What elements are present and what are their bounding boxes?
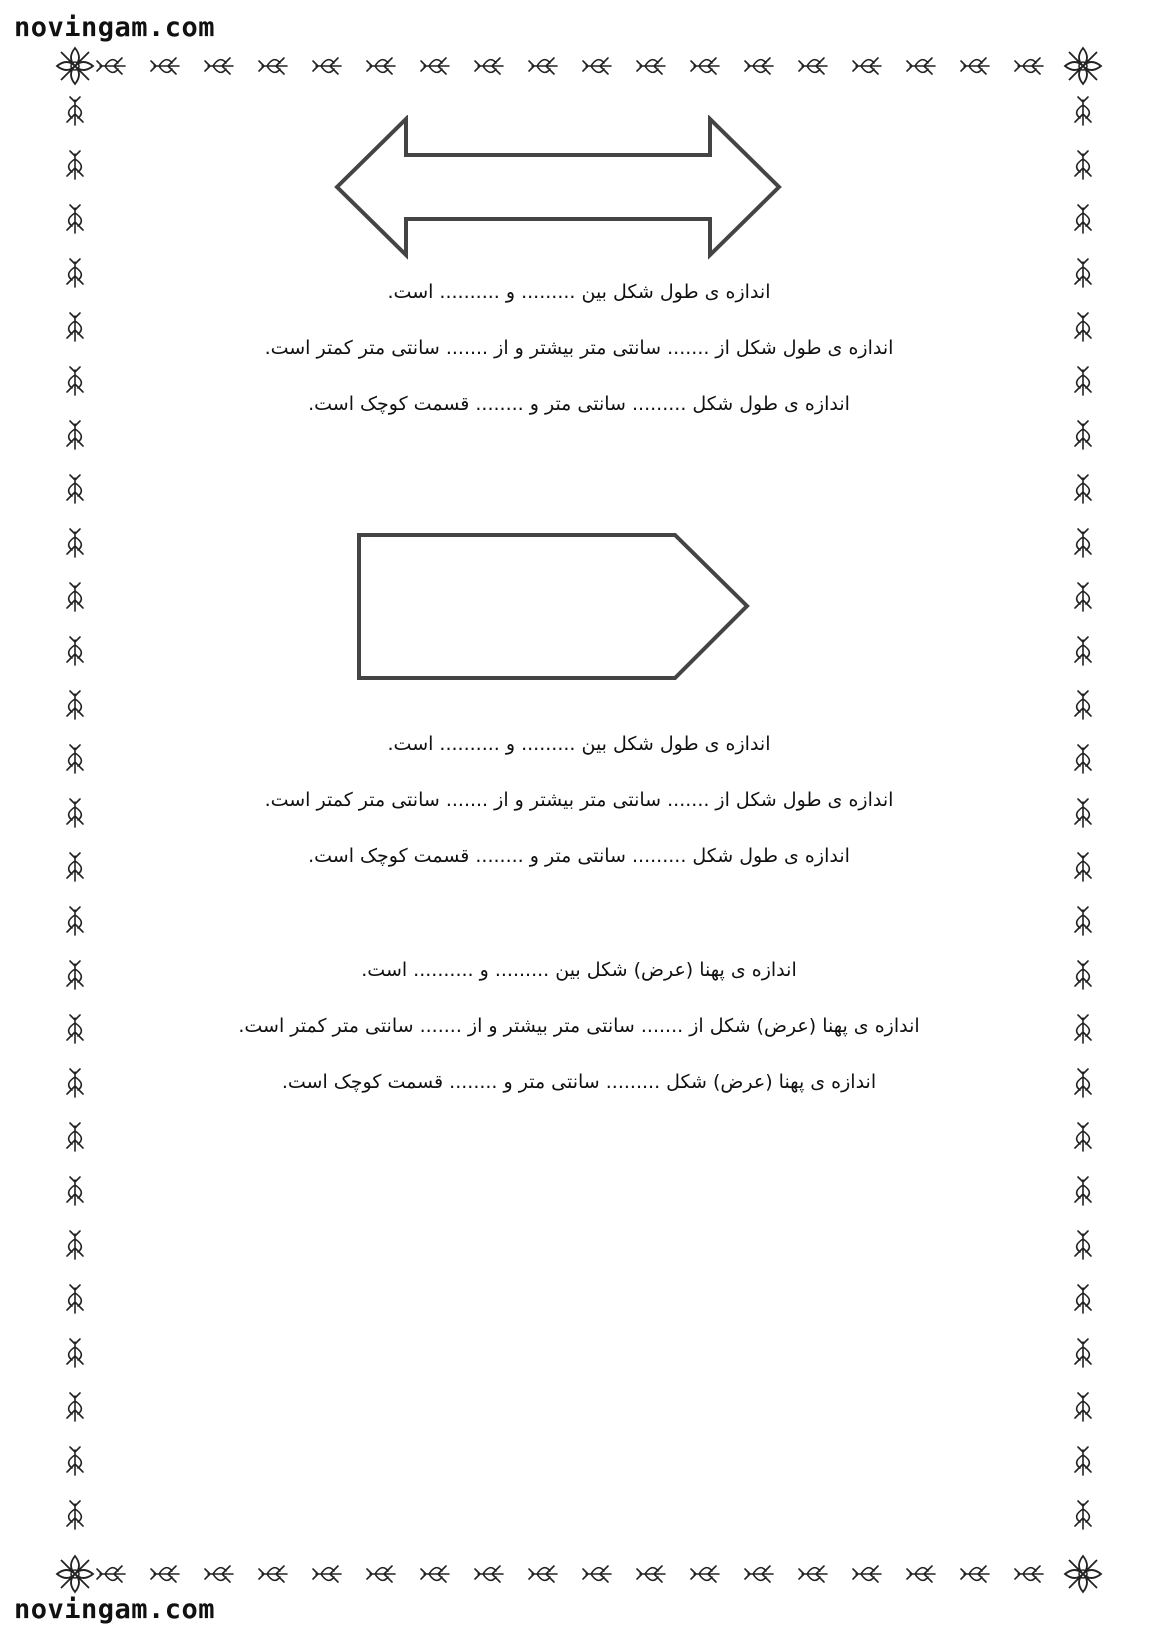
border-leaf-icon <box>67 97 83 125</box>
border-leaf-icon <box>1075 1015 1091 1043</box>
border-leaf-icon <box>367 58 395 74</box>
border-leaf-icon <box>67 637 83 665</box>
border-leaf-icon <box>67 745 83 773</box>
border-leaf-icon <box>67 421 83 449</box>
watermark-top: novingam.com <box>14 12 216 43</box>
border-leaf-icon <box>205 58 233 74</box>
border-leaf-icon <box>1075 637 1091 665</box>
border-leaf-icon <box>1075 1393 1091 1421</box>
border-leaf-icon <box>205 1566 233 1582</box>
border-leaf-icon <box>259 1566 287 1582</box>
section2-line3: اندازه ی طول شکل ......... سانتی متر و ........ قسمت کوچک است. <box>308 845 850 867</box>
border-leaf-icon <box>1075 1177 1091 1205</box>
border-leaf-icon <box>691 1566 719 1582</box>
border-leaf-icon <box>67 205 83 233</box>
border-leaf-icon <box>259 58 287 74</box>
border-leaf-icon <box>1075 1339 1091 1367</box>
border-leaf-icon <box>907 1566 935 1582</box>
border-leaf-icon <box>67 799 83 827</box>
border-leaf-icon <box>1075 1285 1091 1313</box>
border-leaf-icon <box>67 151 83 179</box>
border-leaf-icon <box>1075 151 1091 179</box>
border-leaf-icon <box>745 58 773 74</box>
border-leaf-icon <box>67 961 83 989</box>
section1-line3: اندازه ی طول شکل ......... سانتی متر و ........ قسمت کوچک است. <box>308 393 850 415</box>
border-leaf-icon <box>67 313 83 341</box>
section3-line3: اندازه ی پهنا (عرض) شکل ......... سانتی متر و ........ قسمت کوچک است. <box>281 1071 877 1093</box>
border-leaf-icon <box>529 1566 557 1582</box>
border-leaf-icon <box>97 58 125 74</box>
border-leaf-icon <box>691 58 719 74</box>
border-leaf-icon <box>421 1566 449 1582</box>
border-leaf-icon <box>67 1069 83 1097</box>
border-leaf-icon <box>1075 313 1091 341</box>
watermark-bottom: novingam.com <box>14 1594 216 1625</box>
section1-line1: اندازه ی طول شکل بین ......... و .......... است. <box>387 281 771 303</box>
border-leaf-icon <box>151 58 179 74</box>
border-leaf-icon <box>367 1566 395 1582</box>
border-leaf-icon <box>67 1015 83 1043</box>
border-leaf-icon <box>313 1566 341 1582</box>
border-leaf-icon <box>1075 1123 1091 1151</box>
border-leaf-icon <box>907 58 935 74</box>
border-leaf-icon <box>1075 1447 1091 1475</box>
border-leaf-icon <box>1075 745 1091 773</box>
border-leaf-icon <box>475 1566 503 1582</box>
double-arrow-shape <box>330 115 790 265</box>
border-leaf-icon <box>67 1393 83 1421</box>
border-leaf-icon <box>1075 259 1091 287</box>
border-leaf-icon <box>961 1566 989 1582</box>
border-leaf-icon <box>67 691 83 719</box>
border-leaf-icon <box>1075 853 1091 881</box>
border-leaf-icon <box>67 475 83 503</box>
section1-line2: اندازه ی طول شکل از ....... سانتی متر بیشتر و از ....... سانتی متر کمتر است. <box>264 337 894 359</box>
pentagon-arrow-shape <box>355 530 755 690</box>
border-leaf-icon <box>1075 475 1091 503</box>
border-leaf-icon <box>529 58 557 74</box>
border-leaf-icon <box>67 259 83 287</box>
border-leaf-icon <box>637 58 665 74</box>
border-leaf-icon <box>1075 1069 1091 1097</box>
border-leaf-icon <box>583 58 611 74</box>
corner-ornament-icon <box>1065 48 1101 84</box>
border-leaf-icon <box>1075 97 1091 125</box>
border-leaf-icon <box>637 1566 665 1582</box>
border-leaf-icon <box>1075 1231 1091 1259</box>
border-leaf-icon <box>1075 205 1091 233</box>
border-leaf-icon <box>1075 367 1091 395</box>
border-leaf-icon <box>961 58 989 74</box>
border-leaf-icon <box>67 853 83 881</box>
border-leaf-icon <box>67 529 83 557</box>
border-leaf-icon <box>1075 529 1091 557</box>
border-leaf-icon <box>853 1566 881 1582</box>
border-leaf-icon <box>421 58 449 74</box>
corner-ornament-icon <box>1065 1556 1101 1592</box>
section2-line1: اندازه ی طول شکل بین ......... و .......... است. <box>387 733 771 755</box>
corner-ornament-icon <box>57 1556 93 1592</box>
border-leaf-icon <box>1075 961 1091 989</box>
border-leaf-icon <box>67 1339 83 1367</box>
border-leaf-icon <box>67 367 83 395</box>
border-leaf-icon <box>1015 58 1043 74</box>
corner-ornament-icon <box>57 48 93 84</box>
border-leaf-icon <box>799 58 827 74</box>
section3-line2: اندازه ی پهنا (عرض) شکل از ....... سانتی متر بیشتر و از ....... سانتی متر کمتر است. <box>238 1015 920 1037</box>
border-leaf-icon <box>1075 1501 1091 1529</box>
border-leaf-icon <box>799 1566 827 1582</box>
border-leaf-icon <box>745 1566 773 1582</box>
border-leaf-icon <box>1075 799 1091 827</box>
section2-line2: اندازه ی طول شکل از ....... سانتی متر بیشتر و از ....... سانتی متر کمتر است. <box>264 789 894 811</box>
section3-line1: اندازه ی پهنا (عرض) شکل بین ......... و .......... است. <box>361 959 797 981</box>
border-leaf-icon <box>1015 1566 1043 1582</box>
border-leaf-icon <box>1075 691 1091 719</box>
border-leaf-icon <box>97 1566 125 1582</box>
border-leaf-icon <box>67 1501 83 1529</box>
border-leaf-icon <box>67 1285 83 1313</box>
border-leaf-icon <box>67 907 83 935</box>
border-leaf-icon <box>475 58 503 74</box>
border-leaf-icon <box>313 58 341 74</box>
border-leaf-icon <box>151 1566 179 1582</box>
border-leaf-icon <box>1075 583 1091 611</box>
border-leaf-icon <box>583 1566 611 1582</box>
border-leaf-icon <box>67 1123 83 1151</box>
border-leaf-icon <box>853 58 881 74</box>
border-leaf-icon <box>67 583 83 611</box>
border-leaf-icon <box>67 1447 83 1475</box>
border-leaf-icon <box>1075 421 1091 449</box>
border-leaf-icon <box>67 1231 83 1259</box>
border-leaf-icon <box>1075 907 1091 935</box>
border-leaf-icon <box>67 1177 83 1205</box>
